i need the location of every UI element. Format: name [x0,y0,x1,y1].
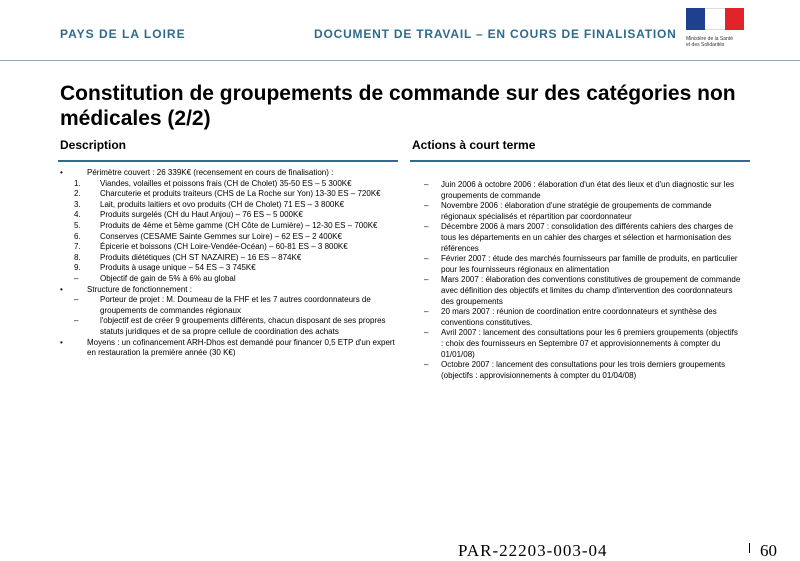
list-marker: – [424,222,429,232]
list-item-text: Avril 2007 : lancement des consultations pour les 6 premiers groupements (objectifs : choix des fournisseurs en Septembre 07 et approvisionnements à compter du 01/01/08) [441,328,738,359]
list-marker: – [74,295,79,305]
list-marker: 7. [74,242,81,252]
list-item-text: Produits à usage unique – 54 ES – 3 745K€ [100,263,256,273]
list-item [60,221,398,232]
list-marker: – [424,328,429,338]
list-item [60,253,398,264]
list-item [60,285,398,296]
list-marker: – [424,275,429,285]
description-divider [58,160,398,162]
list-item-text: Épicerie et boissons (CH Loire-Vendée-Océan) – 60-81 ES – 3 800K€ [100,242,348,252]
list-item [60,189,398,200]
list-marker: 5. [74,220,81,230]
list-marker: – [424,254,429,264]
list-item [60,210,398,221]
list-item-text: 20 mars 2007 : réunion de coordination entre coordonnateurs et synthèse des conventions constitutives. [441,307,717,327]
header-divider [0,60,800,61]
list-item [60,316,398,337]
footer-divider [749,543,750,553]
actions-divider [410,160,750,162]
ministry-logo [686,8,746,58]
list-marker: 4. [74,210,81,220]
list-item [60,179,398,190]
list-marker: 6. [74,231,81,241]
list-item [60,242,398,253]
list-item-text: Structure de fonctionnement : [87,284,192,294]
header-document-status: DOCUMENT DE TRAVAIL – EN COURS DE FINALISATION [314,27,677,41]
list-item-text: Décembre 2006 à mars 2007 : consolidation des différents cahiers des charges de tous les départements en un cahier des charges et sélection et harmonisation des références [441,222,734,253]
list-item-text: Charcuterie et produits traiteurs (CHS de La Roche sur Yon) 13-30 ES – 720K€ [100,189,381,199]
list-item-text: Viandes, volailles et poissons frais (CH de Cholet) 35-50 ES – 5 300K€ [100,178,352,188]
list-marker: 9. [74,263,81,273]
list-item [412,328,742,360]
list-item [60,295,398,316]
list-item [60,274,398,285]
list-marker: – [424,307,429,317]
list-item [60,168,398,179]
page-title: Constitution de groupements de commande sur des catégories non médicales (2/2) [60,82,736,130]
list-item [412,201,742,222]
list-item-text: Objectif de gain de 5% à 6% au global [100,273,236,283]
list-item [412,275,742,307]
list-item-text: Novembre 2006 : élaboration d'une stratégie de groupements de commande régionaux spécialisés et répartition par coordonnateur [441,201,712,221]
list-item [412,307,742,328]
list-item [412,180,742,201]
list-item-text: Lait, produits laitiers et ovo produits (CH de Cholet) 71 ES – 3 800K€ [100,199,345,209]
list-item-text: Périmètre couvert : 26 339K€ (recensement en cours de finalisation) : [87,168,334,177]
list-item-text: Moyens : un cofinancement ARH-Dhos est demandé pour financer 0,5 ETP d'un expert en restauration la première année (30 K€) [87,337,395,358]
list-item [60,338,398,359]
list-item-text: Produits surgelés (CH du Haut Anjou) – 76 ES – 5 000K€ [100,210,303,220]
list-item [60,200,398,211]
list-item-text: Conserves (CESAME Sainte Gemmes sur Loire) – 62 ES – 2 400K€ [100,231,342,241]
list-item-text: l'objectif est de créer 9 groupements différents, chacun disposant de ses propres statuts juridiques et de sa propre cellule de coordination des achats [100,316,386,336]
list-marker: – [74,316,79,326]
list-marker: – [424,180,429,189]
list-item-text: Produits de 4ème et 5ème gamme (CH Côte de Lumière) – 12-30 ES – 700K€ [100,220,378,230]
description-heading: Description [60,138,127,152]
list-marker: 1. [74,178,81,188]
list-item [60,232,398,243]
header-region: PAYS DE LA LOIRE [60,27,186,41]
list-marker: – [74,273,79,283]
list-marker: – [424,360,429,370]
list-item-text: Octobre 2007 : lancement des consultations pour les trois derniers groupements (objectifs : approvisionnements à compter du 01/04/08) [441,360,726,380]
list-item [60,263,398,274]
document-reference: PAR-22203-003-04 [458,541,608,560]
list-marker: • [60,337,63,347]
list-marker: 8. [74,252,81,262]
list-item [412,360,742,381]
list-item-text: Février 2007 : étude des marchés fournisseurs par famille de produits, en particulier pour les fournisseurs régionaux en alimentation [441,254,738,274]
list-item-text: Juin 2006 à octobre 2006 : élaboration d'un état des lieux et d'un diagnostic sur les groupements de commande [441,180,735,200]
list-item [412,254,742,275]
list-marker: • [60,284,63,294]
list-marker: 3. [74,199,81,209]
list-item-text: Produits diététiques (CH ST NAZAIRE) – 16 ES – 874K€ [100,252,302,262]
actions-heading: Actions à court terme [412,138,536,152]
list-marker: – [424,201,429,211]
list-marker: • [60,168,63,177]
logo-line: et des Solidarités [686,42,725,48]
page-number: 60 [760,541,777,560]
logo-line: Ministère de la Santé [686,36,733,42]
description-list [60,168,398,359]
list-marker: 2. [74,189,81,199]
list-item [412,222,742,254]
list-item-text: Porteur de projet : M. Doumeau de la FHF et les 7 autres coordonnateurs de groupements de commandes régionaux [100,295,371,315]
actions-list [412,180,742,381]
list-item-text: Mars 2007 : élaboration des conventions constitutives de groupement de commande avec définition des objectifs et limites du champ d'intervention des coordonnateurs des groupements [441,275,741,306]
french-flag-icon [686,8,744,30]
